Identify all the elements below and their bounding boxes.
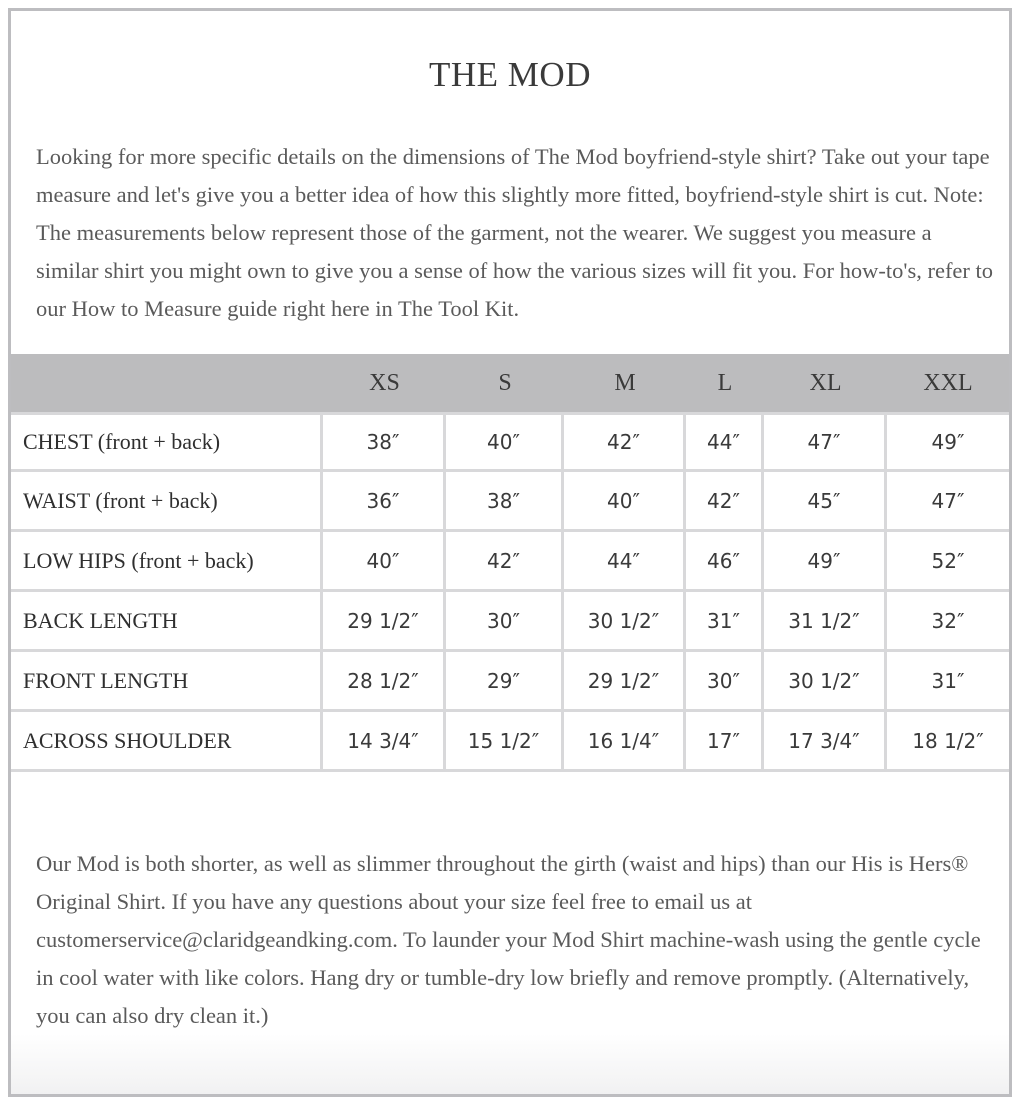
header-cell-empty <box>11 354 323 412</box>
table-cell: 52″ <box>887 532 1009 592</box>
table-cell: 29 1/2″ <box>323 592 446 652</box>
table-header-row <box>11 354 1009 412</box>
table-row <box>11 472 1009 532</box>
table-cell: 29 1/2″ <box>564 652 686 712</box>
size-guide-panel <box>8 8 1012 1097</box>
table-cell: 36″ <box>323 472 446 532</box>
table-cell: 40″ <box>323 532 446 592</box>
row-label-waist: WAIST (front + back) <box>11 472 323 532</box>
table-cell: 18 1/2″ <box>887 712 1009 772</box>
table-cell: 42″ <box>446 532 564 592</box>
table-cell: 17″ <box>686 712 764 772</box>
row-label-low-hips: LOW HIPS (front + back) <box>11 532 323 592</box>
page-title: THE MOD <box>429 55 591 94</box>
table-cell: 40″ <box>446 412 564 472</box>
table-cell: 15 1/2″ <box>446 712 564 772</box>
header-cell-m: M <box>564 354 686 412</box>
row-label-across-shoulder: ACROSS SHOULDER <box>11 712 323 772</box>
table-row <box>11 592 1009 652</box>
row-label-front-length: FRONT LENGTH <box>11 652 323 712</box>
table-cell: 30″ <box>446 592 564 652</box>
table-cell: 49″ <box>764 532 887 592</box>
size-chart-table <box>11 354 1009 772</box>
table-cell: 32″ <box>887 592 1009 652</box>
table-cell: 31″ <box>887 652 1009 712</box>
table-cell: 42″ <box>564 412 686 472</box>
table-cell: 30 1/2″ <box>764 652 887 712</box>
table-cell: 31″ <box>686 592 764 652</box>
table-cell: 44″ <box>564 532 686 592</box>
table-cell: 31 1/2″ <box>764 592 887 652</box>
care-paragraph: Our Mod is both shorter, as well as slimmer throughout the girth (waist and hips) than our His is Hers® Original Shirt. If you have any questions about your size feel free to email us at customerservice@claridgeandking.com. To launder your Mod Shirt machine-wash using the gentle cycle in cool water with like colors. Hang dry or tumble-dry low briefly and remove promptly. (Alternatively, you can also dry clean it.) <box>36 851 981 1028</box>
table-row <box>11 412 1009 472</box>
table-cell: 49″ <box>887 412 1009 472</box>
row-label-chest: CHEST (front + back) <box>11 412 323 472</box>
table-cell: 30″ <box>686 652 764 712</box>
table-row <box>11 532 1009 592</box>
table-cell: 40″ <box>564 472 686 532</box>
header-cell-xxl: XXL <box>887 354 1009 412</box>
table-cell: 47″ <box>887 472 1009 532</box>
header-cell-l: L <box>686 354 764 412</box>
table-cell: 16 1/4″ <box>564 712 686 772</box>
table-cell: 29″ <box>446 652 564 712</box>
table-cell: 45″ <box>764 472 887 532</box>
table-cell: 30 1/2″ <box>564 592 686 652</box>
table-row <box>11 712 1009 772</box>
row-label-back-length: BACK LENGTH <box>11 592 323 652</box>
table-cell: 38″ <box>323 412 446 472</box>
table-row <box>11 652 1009 712</box>
table-cell: 17 3/4″ <box>764 712 887 772</box>
header-cell-s: S <box>446 354 564 412</box>
table-cell: 46″ <box>686 532 764 592</box>
header-cell-xl: XL <box>764 354 887 412</box>
intro-paragraph: Looking for more specific details on the dimensions of The Mod boyfriend-style shirt? Take out your tape measure and let's give you a better idea of how this slightly more fitted, boyfriend-style shirt is cut. Note: The measurements below represent those of the garment, not the wearer. We suggest you measure a similar shirt you might own to give you a sense of how the various sizes will fit you. For how-to's, refer to our How to Measure guide right here in The Tool Kit. <box>36 144 994 321</box>
table-cell: 14 3/4″ <box>323 712 446 772</box>
table-cell: 38″ <box>446 472 564 532</box>
table-cell: 28 1/2″ <box>323 652 446 712</box>
table-cell: 47″ <box>764 412 887 472</box>
table-cell: 44″ <box>686 412 764 472</box>
bottom-fade <box>11 1034 1009 1094</box>
table-cell: 42″ <box>686 472 764 532</box>
header-cell-xs: XS <box>323 354 446 412</box>
